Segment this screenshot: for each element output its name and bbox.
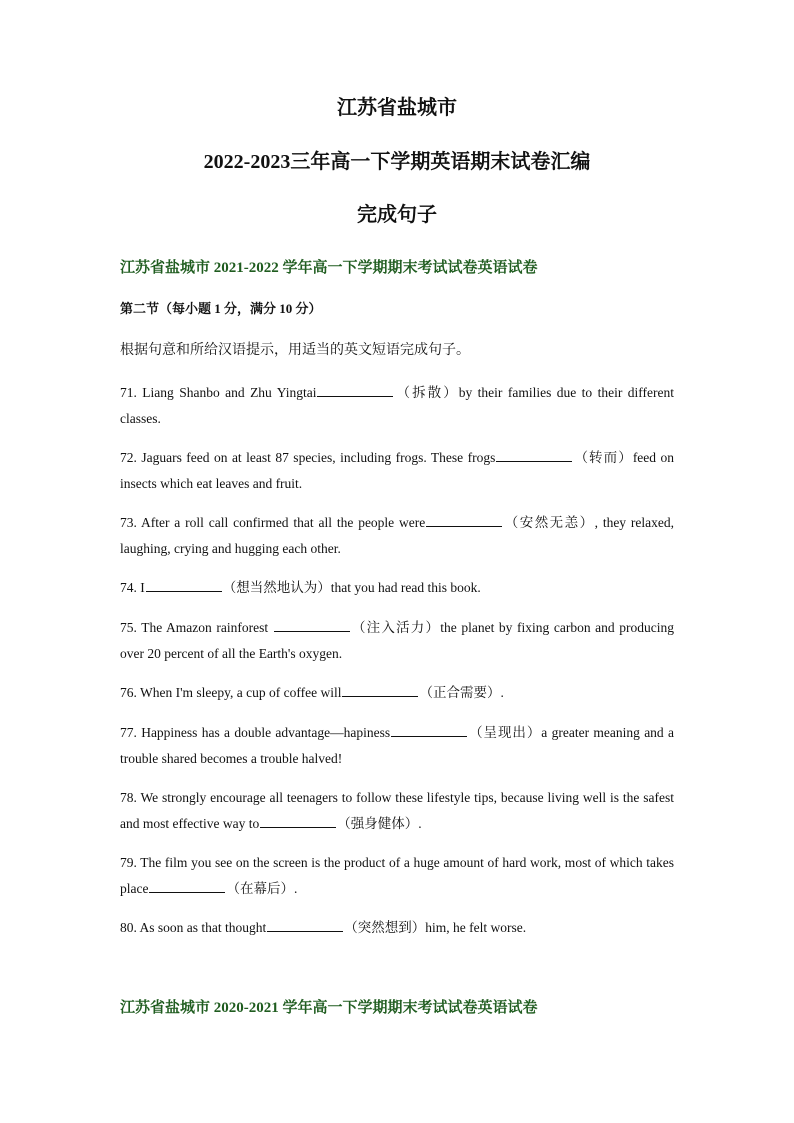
- section-heading-2021-2022: 江苏省盐城市 2021-2022 学年高一下学期期末考试试卷英语试卷: [120, 260, 538, 276]
- question-74: 74. I （想当然地认为）that you had read this book.: [120, 575, 674, 615]
- answer-blank: [267, 916, 343, 932]
- document-title-region: 江苏省盐城市: [337, 97, 457, 119]
- answer-blank: [260, 812, 336, 828]
- question-75: 75. The Amazon rainforest （注入活力）the planet by fixing carbon and producing over 20 percent of all the Earth's oxygen.: [120, 615, 674, 680]
- answer-blank: [149, 877, 225, 893]
- question-list: [120, 380, 674, 955]
- section-heading-2020-2021: 江苏省盐城市 2020-2021 学年高一下学期期末考试试卷英语试卷: [120, 1000, 538, 1016]
- document-title-main: 2022-2023三年高一下学期英语期末试卷汇编: [203, 151, 591, 173]
- answer-blank: [496, 446, 572, 462]
- question-72: 72. Jaguars feed on at least 87 species, including frogs. These frogs （转而）feed on insects which eat leaves and fruit.: [120, 445, 674, 510]
- answer-blank: [391, 721, 467, 737]
- question-79: 79. The film you see on the screen is the product of a huge amount of hard work, most of which takes place （在幕后）.: [120, 855, 674, 896]
- question-78: 78. We strongly encourage all teenagers to follow these lifestyle tips, because living well is the safest and most effective way to （强身健体）.: [120, 790, 674, 831]
- question-80: 80. As soon as that thought （突然想到）him, he felt worse.: [120, 915, 674, 955]
- question-76: 76. When I'm sleepy, a cup of coffee will （正合需要）.: [120, 680, 674, 720]
- instruction-text: 根据句意和所给汉语提示，用适当的英文短语完成句子。: [120, 343, 470, 358]
- question-71: 71. Liang Shanbo and Zhu Yingtai （拆散）by their families due to their different classes.: [120, 380, 674, 445]
- question-73: 73. After a roll call confirmed that all the people were （安然无恙）, they relaxed, laughing, crying and hugging each other.: [120, 510, 674, 575]
- document-title-topic: 完成句子: [357, 204, 437, 226]
- answer-blank: [317, 381, 393, 397]
- answer-blank: [342, 681, 418, 697]
- answer-blank: [426, 511, 502, 527]
- answer-blank: [274, 616, 350, 632]
- question-77: 77. Happiness has a double advantage—hapiness （呈现出）a greater meaning and a trouble shared becomes a trouble halved!: [120, 720, 674, 785]
- answer-blank: [146, 576, 222, 592]
- section-subheading: 第二节（每小题 1 分，满分 10 分）: [120, 301, 322, 316]
